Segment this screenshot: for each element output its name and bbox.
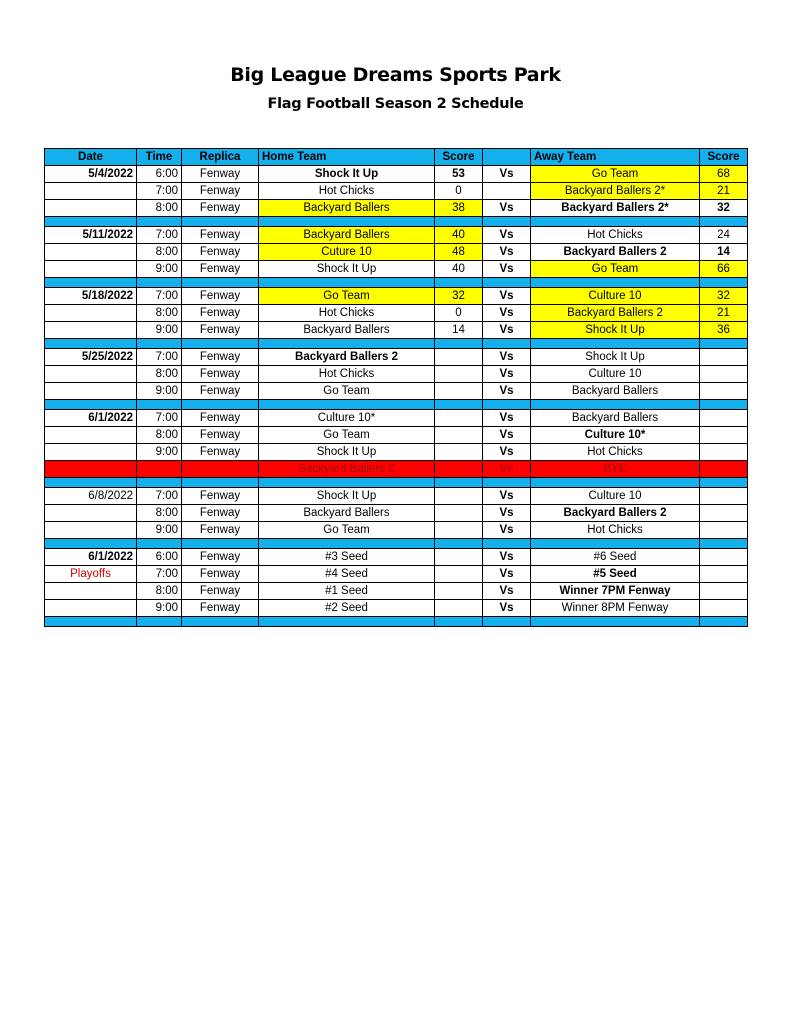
away-score-cell: 32 <box>700 200 748 217</box>
header-home-score: Score <box>435 149 483 166</box>
replica-cell: Fenway <box>182 505 259 522</box>
away-team-cell: Backyard Ballers 2* <box>531 200 700 217</box>
away-team-cell: Backyard Ballers 2* <box>531 183 700 200</box>
home-team-cell: Culture 10* <box>259 410 435 427</box>
schedule-table <box>44 148 748 627</box>
away-team-cell: Backyard Ballers 2 <box>531 244 700 261</box>
date-cell: 5/18/2022 <box>45 288 137 305</box>
page-subtitle: Flag Football Season 2 Schedule <box>267 96 524 112</box>
home-score-cell <box>435 349 483 366</box>
replica-cell: Fenway <box>182 566 259 583</box>
vs-cell: Vs <box>483 227 531 244</box>
time-cell: 8:00 <box>137 305 182 322</box>
away-team-cell: BYE <box>531 461 700 478</box>
away-score-cell <box>700 444 748 461</box>
replica-cell: Fenway <box>182 488 259 505</box>
away-team-cell: Winner 8PM Fenway <box>531 600 700 617</box>
replica-cell: Fenway <box>182 200 259 217</box>
time-cell: 8:00 <box>137 244 182 261</box>
home-team-cell: Cuture 10 <box>259 244 435 261</box>
week-separator <box>45 339 748 349</box>
away-team-cell: Backyard Ballers 2 <box>531 505 700 522</box>
table-row <box>45 522 748 539</box>
home-team-cell: #4 Seed <box>259 566 435 583</box>
date-cell <box>45 305 137 322</box>
vs-cell: Vs <box>483 244 531 261</box>
away-score-cell: 32 <box>700 288 748 305</box>
home-score-cell <box>435 461 483 478</box>
time-cell: 9:00 <box>137 322 182 339</box>
away-score-cell <box>700 583 748 600</box>
table-row <box>45 488 748 505</box>
table-row <box>45 583 748 600</box>
vs-cell: Vs <box>483 305 531 322</box>
time-cell: 8:00 <box>137 427 182 444</box>
table-row <box>45 427 748 444</box>
home-score-cell: 53 <box>435 166 483 183</box>
time-cell: 7:00 <box>137 410 182 427</box>
vs-cell: Vs <box>483 322 531 339</box>
home-team-cell: Backyard Ballers <box>259 227 435 244</box>
week-separator <box>45 539 748 549</box>
home-team-cell: Hot Chicks <box>259 366 435 383</box>
vs-cell: Vs <box>483 261 531 278</box>
home-score-cell <box>435 427 483 444</box>
vs-cell: Vs <box>483 461 531 478</box>
home-score-cell: 40 <box>435 227 483 244</box>
vs-cell: Vs <box>483 522 531 539</box>
home-team-cell: Backyard Ballers 2 <box>259 349 435 366</box>
time-cell: 7:00 <box>137 566 182 583</box>
home-score-cell <box>435 600 483 617</box>
table-row <box>45 410 748 427</box>
away-team-cell: Go Team <box>531 261 700 278</box>
time-cell: 7:00 <box>137 227 182 244</box>
away-score-cell <box>700 383 748 400</box>
replica-cell: Fenway <box>182 600 259 617</box>
date-cell: 5/11/2022 <box>45 227 137 244</box>
home-team-cell: Shock It Up <box>259 488 435 505</box>
table-row <box>45 566 748 583</box>
vs-cell: Vs <box>483 200 531 217</box>
away-score-cell <box>700 410 748 427</box>
header-vs <box>483 149 531 166</box>
date-cell <box>45 522 137 539</box>
time-cell: 7:00 <box>137 183 182 200</box>
home-team-cell: Backyard Ballers <box>259 200 435 217</box>
away-score-cell: 68 <box>700 166 748 183</box>
vs-cell: Vs <box>483 427 531 444</box>
away-score-cell: 36 <box>700 322 748 339</box>
week-separator <box>45 217 748 227</box>
time-cell: 8:00 <box>137 200 182 217</box>
away-team-cell: Hot Chicks <box>531 522 700 539</box>
time-cell: 9:00 <box>137 261 182 278</box>
home-score-cell <box>435 583 483 600</box>
away-team-cell: Winner 7PM Fenway <box>531 583 700 600</box>
home-score-cell: 48 <box>435 244 483 261</box>
vs-cell: Vs <box>483 488 531 505</box>
home-score-cell <box>435 366 483 383</box>
away-score-cell <box>700 549 748 566</box>
time-cell: 6:00 <box>137 549 182 566</box>
home-team-cell: Hot Chicks <box>259 305 435 322</box>
away-score-cell <box>700 461 748 478</box>
vs-cell: Vs <box>483 600 531 617</box>
header-date: Date <box>45 149 137 166</box>
vs-cell: Vs <box>483 349 531 366</box>
date-cell <box>45 583 137 600</box>
replica-cell: Fenway <box>182 583 259 600</box>
home-score-cell: 40 <box>435 261 483 278</box>
header-row <box>45 149 748 166</box>
date-cell: 5/25/2022 <box>45 349 137 366</box>
home-team-cell: #1 Seed <box>259 583 435 600</box>
replica-cell: Fenway <box>182 322 259 339</box>
date-cell <box>45 200 137 217</box>
away-score-cell <box>700 566 748 583</box>
replica-cell: Fenway <box>182 288 259 305</box>
away-score-cell: 66 <box>700 261 748 278</box>
home-score-cell <box>435 505 483 522</box>
away-score-cell <box>700 600 748 617</box>
home-score-cell: 14 <box>435 322 483 339</box>
home-score-cell: 0 <box>435 305 483 322</box>
home-score-cell <box>435 549 483 566</box>
home-team-cell: #2 Seed <box>259 600 435 617</box>
away-team-cell: Shock It Up <box>531 322 700 339</box>
table-row <box>45 600 748 617</box>
date-cell <box>45 600 137 617</box>
time-cell: 7:00 <box>137 349 182 366</box>
home-score-cell: 38 <box>435 200 483 217</box>
home-score-cell <box>435 410 483 427</box>
away-team-cell: Backyard Ballers <box>531 410 700 427</box>
replica-cell: Fenway <box>182 522 259 539</box>
header-away-score: Score <box>700 149 748 166</box>
vs-cell: Vs <box>483 444 531 461</box>
home-team-cell: Shock It Up <box>259 166 435 183</box>
replica-cell: Fenway <box>182 305 259 322</box>
time-cell: 8:00 <box>137 505 182 522</box>
home-team-cell: Go Team <box>259 383 435 400</box>
table-row <box>45 166 748 183</box>
away-score-cell <box>700 349 748 366</box>
away-team-cell: Shock It Up <box>531 349 700 366</box>
time-cell: 8:00 <box>137 366 182 383</box>
table-row <box>45 305 748 322</box>
header-replica: Replica <box>182 149 259 166</box>
home-team-cell: Backyard Ballers <box>259 505 435 522</box>
vs-cell: Vs <box>483 566 531 583</box>
time-cell: 8:00 <box>137 583 182 600</box>
away-score-cell <box>700 488 748 505</box>
home-team-cell: Shock It Up <box>259 444 435 461</box>
away-score-cell: 21 <box>700 183 748 200</box>
home-score-cell: 0 <box>435 183 483 200</box>
table-row <box>45 349 748 366</box>
away-team-cell: Backyard Ballers 2 <box>531 305 700 322</box>
home-team-cell: Go Team <box>259 522 435 539</box>
time-cell: 7:00 <box>137 488 182 505</box>
date-cell: 6/1/2022 <box>45 549 137 566</box>
date-cell <box>45 444 137 461</box>
home-team-cell: Backyard Ballers 2 <box>259 461 435 478</box>
vs-cell: Vs <box>483 505 531 522</box>
time-cell: 6:00 <box>137 166 182 183</box>
table-row <box>45 383 748 400</box>
away-team-cell: Hot Chicks <box>531 444 700 461</box>
replica-cell: Fenway <box>182 227 259 244</box>
time-cell: 9:00 <box>137 444 182 461</box>
table-row <box>45 244 748 261</box>
week-separator <box>45 400 748 410</box>
home-score-cell <box>435 488 483 505</box>
home-team-cell: Backyard Ballers <box>259 322 435 339</box>
home-team-cell: Hot Chicks <box>259 183 435 200</box>
vs-cell: Vs <box>483 549 531 566</box>
away-team-cell: Go Team <box>531 166 700 183</box>
table-row <box>45 444 748 461</box>
time-cell: 9:00 <box>137 600 182 617</box>
date-cell <box>45 183 137 200</box>
replica-cell: Fenway <box>182 261 259 278</box>
away-team-cell: Culture 10 <box>531 366 700 383</box>
vs-cell: Vs <box>483 583 531 600</box>
header-time: Time <box>137 149 182 166</box>
away-score-cell: 14 <box>700 244 748 261</box>
vs-cell: Vs <box>483 410 531 427</box>
vs-cell: Vs <box>483 166 531 183</box>
vs-cell: Vs <box>483 288 531 305</box>
away-team-cell: #6 Seed <box>531 549 700 566</box>
away-team-cell: Culture 10 <box>531 288 700 305</box>
home-score-cell <box>435 444 483 461</box>
away-team-cell: Culture 10 <box>531 488 700 505</box>
table-row <box>45 288 748 305</box>
date-cell <box>45 427 137 444</box>
table-row <box>45 261 748 278</box>
date-cell <box>45 366 137 383</box>
date-cell <box>45 505 137 522</box>
home-team-cell: Go Team <box>259 288 435 305</box>
week-separator <box>45 617 748 627</box>
date-cell <box>45 322 137 339</box>
time-cell: 7:00 <box>137 288 182 305</box>
date-cell <box>45 244 137 261</box>
replica-cell: Fenway <box>182 166 259 183</box>
replica-cell: Fenway <box>182 549 259 566</box>
date-cell: 6/8/2022 <box>45 488 137 505</box>
time-cell <box>137 461 182 478</box>
date-cell: 6/1/2022 <box>45 410 137 427</box>
away-team-cell: Hot Chicks <box>531 227 700 244</box>
away-score-cell <box>700 522 748 539</box>
table-row <box>45 200 748 217</box>
bye-row <box>45 461 748 478</box>
away-team-cell: Culture 10* <box>531 427 700 444</box>
replica-cell: Fenway <box>182 366 259 383</box>
away-team-cell: #5 Seed <box>531 566 700 583</box>
home-score-cell <box>435 383 483 400</box>
replica-cell <box>182 461 259 478</box>
time-cell: 9:00 <box>137 522 182 539</box>
home-score-cell <box>435 566 483 583</box>
playoffs-label: Playoffs <box>45 566 137 583</box>
table-row <box>45 549 748 566</box>
header-away-team: Away Team <box>531 149 700 166</box>
time-cell: 9:00 <box>137 383 182 400</box>
replica-cell: Fenway <box>182 349 259 366</box>
away-score-cell <box>700 505 748 522</box>
replica-cell: Fenway <box>182 183 259 200</box>
home-team-cell: Shock It Up <box>259 261 435 278</box>
date-cell <box>45 461 137 478</box>
home-team-cell: Go Team <box>259 427 435 444</box>
vs-cell: Vs <box>483 366 531 383</box>
home-score-cell: 32 <box>435 288 483 305</box>
page-title: Big League Dreams Sports Park <box>230 64 561 86</box>
header-home-team: Home Team <box>259 149 435 166</box>
away-score-cell <box>700 427 748 444</box>
table-row <box>45 366 748 383</box>
replica-cell: Fenway <box>182 383 259 400</box>
table-row <box>45 505 748 522</box>
replica-cell: Fenway <box>182 244 259 261</box>
replica-cell: Fenway <box>182 410 259 427</box>
table-row <box>45 183 748 200</box>
date-cell <box>45 261 137 278</box>
away-score-cell: 21 <box>700 305 748 322</box>
vs-cell: Vs <box>483 383 531 400</box>
replica-cell: Fenway <box>182 427 259 444</box>
home-score-cell <box>435 522 483 539</box>
table-row <box>45 227 748 244</box>
week-separator <box>45 478 748 488</box>
week-separator <box>45 278 748 288</box>
table-row <box>45 322 748 339</box>
away-team-cell: Backyard Ballers <box>531 383 700 400</box>
away-score-cell <box>700 366 748 383</box>
away-score-cell: 24 <box>700 227 748 244</box>
date-cell <box>45 383 137 400</box>
date-cell: 5/4/2022 <box>45 166 137 183</box>
replica-cell: Fenway <box>182 444 259 461</box>
home-team-cell: #3 Seed <box>259 549 435 566</box>
vs-cell <box>483 183 531 200</box>
